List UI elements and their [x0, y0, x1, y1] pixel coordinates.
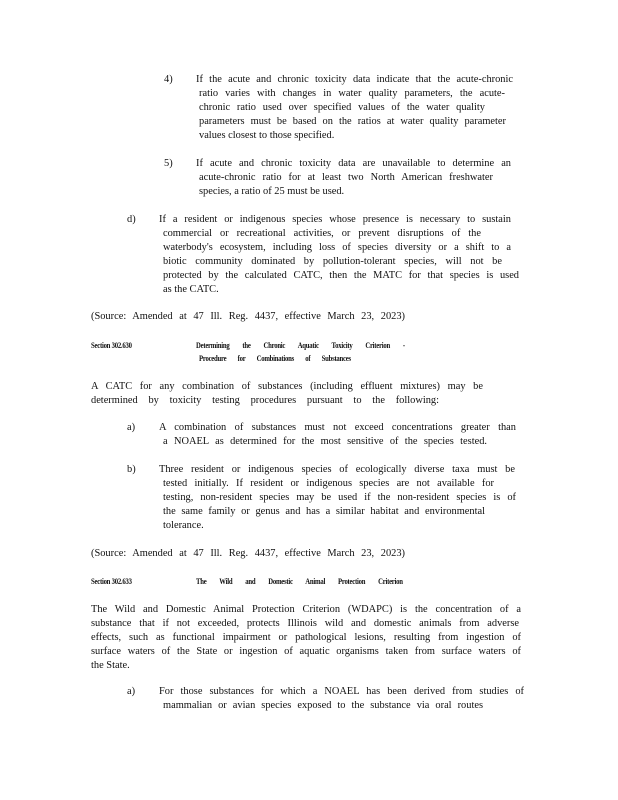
section-630-item-b-line-3: testing, non-resident species may be used if the non-resident species is of — [163, 492, 516, 503]
section-633-item-a-line-1: For those substances for which a NOAEL has been derived from studies of — [159, 686, 524, 697]
item-d-line-1: If a resident or indigenous species whose presence is necessary to sustain — [159, 214, 511, 225]
section-633-item-a-line-2: mammalian or avian species exposed to the substance via oral routes — [163, 700, 483, 711]
section-633-intro-line-1: The Wild and Domestic Animal Protection Criterion (WDAPC) is the concentration of a — [91, 604, 521, 615]
item-d-label: d) — [127, 214, 136, 225]
section-633-title: The Wild and Domestic Animal Protection Criterion — [196, 577, 403, 586]
item-d-line-5: protected by the calculated CATC, then the MATC for that species is used — [163, 270, 519, 281]
section-630-title-line-1: Determining the Chronic Aquatic Toxicity Criterion - — [196, 341, 405, 350]
source-note-2: (Source: Amended at 47 Ill. Reg. 4437, effective March 23, 2023) — [91, 548, 405, 559]
section-630-title-line-2: Procedure for Combinations of Substances — [199, 354, 351, 363]
item-4-line-5: values closest to those specified. — [199, 130, 335, 141]
section-630-item-b-line-4: the same family or genus and has a similar habitat and environmental — [163, 506, 485, 517]
item-5-line-1: If acute and chronic toxicity data are unavailable to determine an — [196, 158, 511, 169]
section-630-item-b-line-1: Three resident or indigenous species of ecologically diverse taxa must be — [159, 464, 515, 475]
section-633-item-a-label: a) — [127, 686, 136, 697]
section-630-item-a-line-2: a NOAEL as determined for the most sensitive of the species tested. — [163, 436, 487, 447]
item-d-line-2: commercial or recreational activities, or prevent disruptions of the — [163, 228, 481, 239]
item-5-line-2: acute-chronic ratio for at least two North American freshwater — [199, 172, 493, 183]
section-630-intro-line-1: A CATC for any combination of substances (including effluent mixtures) may be — [91, 381, 483, 392]
section-633-number: Section 302.633 — [91, 577, 132, 586]
section-630-number: Section 302.630 — [91, 341, 132, 350]
section-630-item-a-line-1: A combination of substances must not exceed concentrations greater than — [159, 422, 516, 433]
section-630-item-b-line-2: tested initially. If resident or indigenous species are not available for — [163, 478, 494, 489]
item-d-line-4: biotic community dominated by pollution-tolerant species, will not be — [163, 256, 502, 267]
item-5-line-3: species, a ratio of 25 must be used. — [199, 186, 345, 197]
section-630-item-b-line-5: tolerance. — [163, 520, 204, 531]
section-633-intro-line-3: effects, such as functional impairment or pathological lesions, resulting from ingestion of — [91, 632, 521, 643]
section-633-intro-line-4: surface waters of the State or ingestion of aquatic organisms taken from surface waters of — [91, 646, 521, 657]
item-4-line-1: If the acute and chronic toxicity data indicate that the acute-chronic — [196, 74, 513, 85]
item-4-line-4: parameters must be based on the ratios at water quality parameter — [199, 116, 506, 127]
section-633-intro-line-5: the State. — [91, 660, 130, 671]
item-d-line-3: waterbody's ecosystem, including loss of species diversity or a shift to a — [163, 242, 511, 253]
item-4-label: 4) — [164, 74, 173, 85]
section-630-item-a-label: a) — [127, 422, 136, 433]
section-633-intro-line-2: substance that if not exceeded, protects Illinois wild and domestic animals from adverse — [91, 618, 519, 629]
section-630-intro-line-2: determined by toxicity testing procedures pursuant to the following: — [91, 395, 439, 406]
item-d-line-6: as the CATC. — [163, 284, 219, 295]
item-4-line-3: chronic ratio used over specified values of the water quality — [199, 102, 485, 113]
item-4-line-2: ratio varies with changes in water quality parameters, the acute- — [199, 88, 505, 99]
source-note-1: (Source: Amended at 47 Ill. Reg. 4437, effective March 23, 2023) — [91, 311, 405, 322]
section-630-item-b-label: b) — [127, 464, 136, 475]
item-5-label: 5) — [164, 158, 173, 169]
